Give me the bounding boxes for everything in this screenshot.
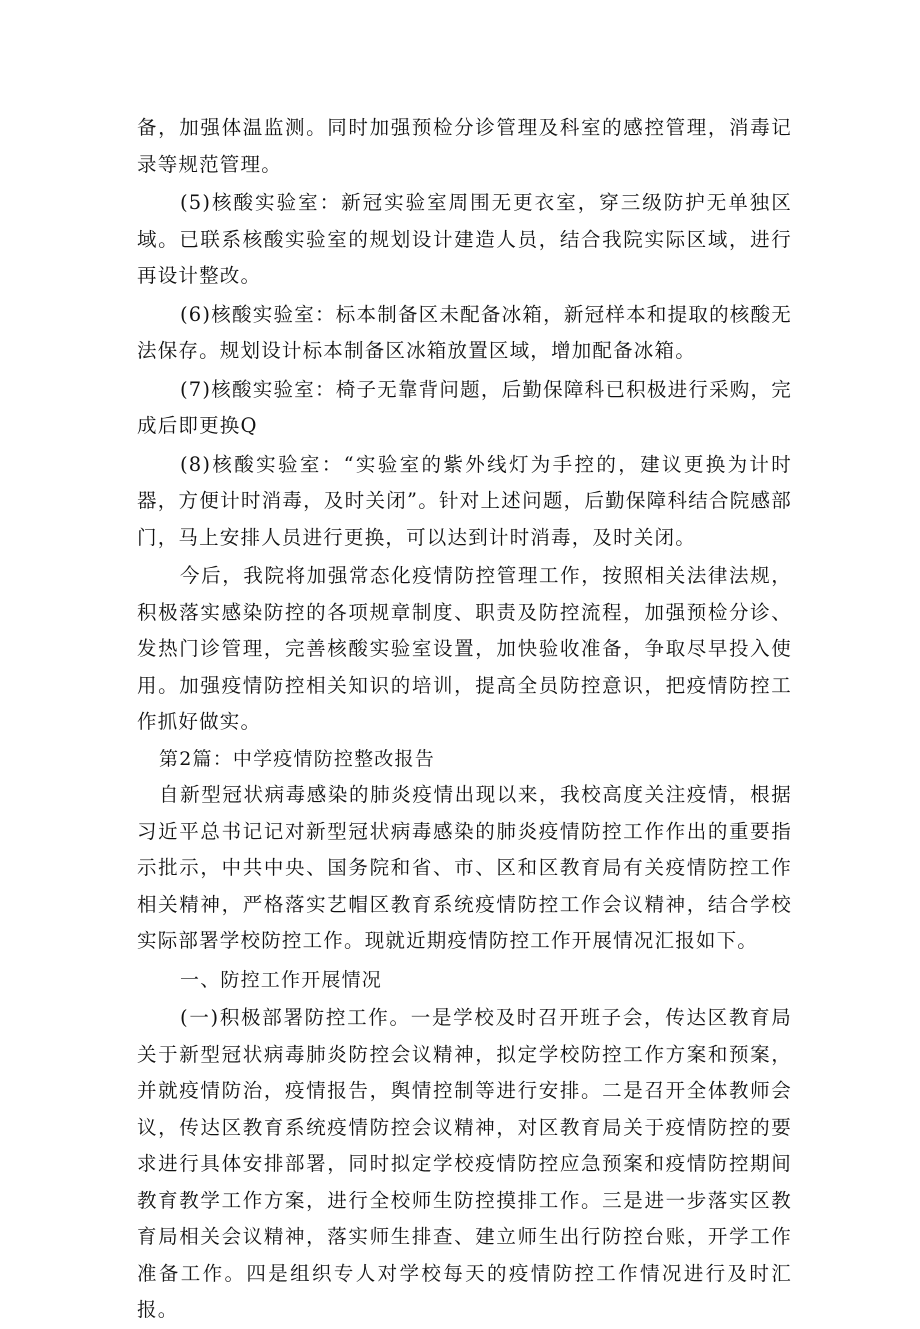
paragraph-intro: 自新型冠状病毒感染的肺炎疫情出现以来，我校高度关注疫情，根据习近平总书记记对新型冠状病毒感染的肺炎疫情防控工作作出的重要指示批示，中共中央、国务院和省、市、区和区教育局有关疫情防控工作相关精神，严格落实艺帽区教育系统疫情防控工作会议精神，结合学校实际部署学校防控工作。现就近期疫情防控工作开展情况汇报如下。 bbox=[137, 783, 792, 952]
paragraph-item-8: (8)核酸实验室：“实验室的紫外线灯为手控的，建议更换为计时器，方便计时消毒，及时关闭”。针对上述问题，后勤保障科结合院感部门，马上安排人员进行更换，可以达到计时消毒，及时关闭。 bbox=[137, 452, 792, 549]
subsection-title: 一、防控工作开展情况 bbox=[180, 968, 383, 991]
paragraph-item-5: (5)核酸实验室：新冠实验室周围无更衣室，穿三级防护无单独区域。已联系核酸实验室的规划设计建造人员，结合我院实际区域，进行再设计整改。 bbox=[137, 191, 792, 287]
paragraph-item-6: (6)核酸实验室：标本制备区未配备冰箱，新冠样本和提取的核酸无法保存。规划设计标本制备区冰箱放置区域，增加配备冰箱。 bbox=[137, 302, 792, 362]
paragraph-item-7: (7)核酸实验室：椅子无靠背问题，后勤保障科已积极进行采购，完成后即更换Q bbox=[137, 377, 792, 437]
paragraph-conclusion: 今后，我院将加强常态化疫情防控管理工作，按照相关法律法规，积极落实感染防控的各项规章制度、职责及防控流程，加强预检分诊、发热门诊管理，完善核酸实验室设置，加快验收准备，争取尽早投入使用。加强疫情防控相关知识的培训，提高全员防控意识，把疫情防控工作抓好做实。 bbox=[137, 564, 792, 733]
section-title: 第2篇：中学疫情防控整改报告 bbox=[159, 747, 435, 770]
paragraph-deployment: (一)积极部署防控工作。一是学校及时召开班子会，传达区教育局关于新型冠状病毒肺炎防控会议精神，拟定学校防控工作方案和预案，并就疫情防治，疫情报告，舆情控制等进行安排。二是召开全体教师会议，传达区教育系统疫情防控会议精神，对区教育局关于疫情防控的要求进行具体安排部署，同时拟定学校疫情防控应急预案和疫情防控期间教育教学工作方案，进行全校师生防控摸排工作。三是进一步落实区教育局相关会议精神，落实师生排查、建立师生出行防控台账，开学工作准备工作。四是组织专人对学校每天的疫情防控工作情况进行及时汇报。 bbox=[137, 1006, 792, 1321]
document-body bbox=[137, 110, 792, 1329]
paragraph-continuation: 备，加强体温监测。同时加强预检分诊管理及科室的感控管理，消毒记录等规范管理。 bbox=[137, 116, 792, 176]
